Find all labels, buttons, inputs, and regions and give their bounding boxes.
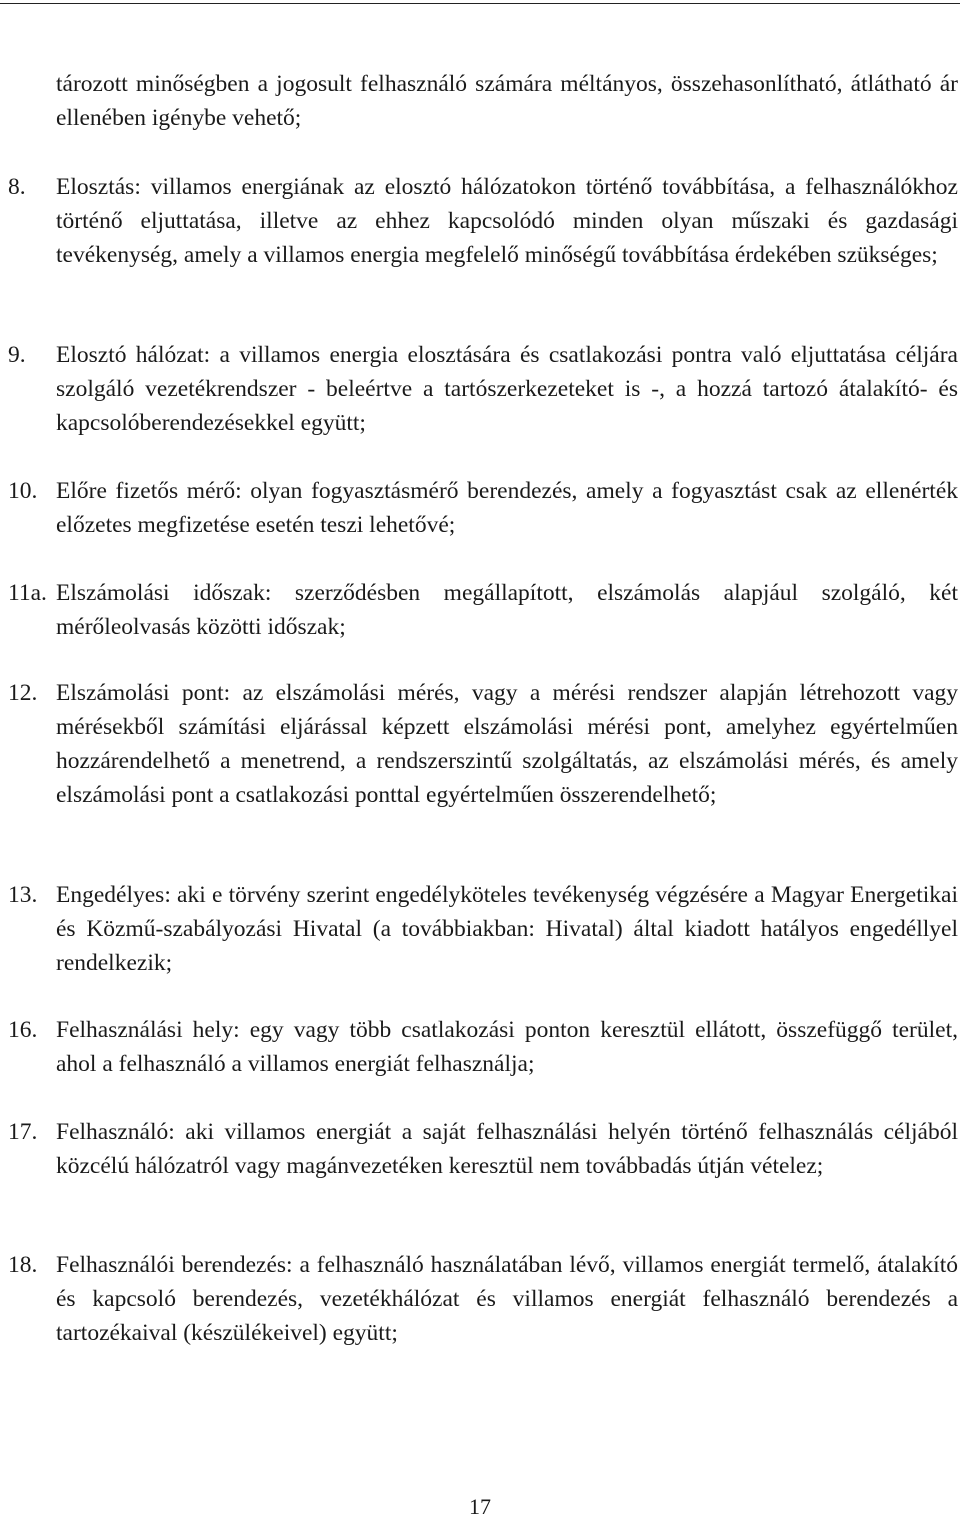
item-number: 12. [8,680,38,706]
item-text: Felhasználó: aki villamos energiát a saját felhasználási helyén történő felhasználás céljából közcélú hálózatról vagy magánvezetéken keresztül nem továbbadás útján vételez; [56,1119,958,1179]
item-number: 11a. [8,580,47,606]
definition-item-13 [8,878,958,980]
item-text: Elosztó hálózat: a villamos energia elosztására és csatlakozási pontra való eljuttatása céljára szolgáló vezetékrendszer - beleértve a tartószerkezeteket is -, a hozzá tartozó átalakító- és kapcsolóberendezésekkel együtt; [56,342,958,436]
item-number: 18. [8,1252,38,1278]
definition-item-16 [8,1013,958,1081]
top-rule [0,3,960,4]
item-number: 17. [8,1119,38,1145]
item-number: 9. [8,342,26,368]
item-number: 16. [8,1017,38,1043]
item-number: 8. [8,174,26,200]
definition-item-11a [8,576,958,644]
item-text: Engedélyes: aki e törvény szerint engedélyköteles tevékenység végzésére a Magyar Energetikai és Közmű-szabályozási Hivatal (a továbbiakban: Hivatal) által kiadott hatályos engedéllyel rendelkezik; [56,882,958,976]
item-text: Felhasználói berendezés: a felhasználó használatában lévő, villamos energiát termelő, átalakító és kapcsoló berendezés, vezetékhálózat és villamos energiát felhasználó berendezés a tartozékaival (készülékeivel) együtt; [56,1252,958,1346]
item-text: Elszámolási pont: az elszámolási mérés, vagy a mérési rendszer alapján létrehozott vagy mérésekből számítási eljárással képzett elszámolási mérési pont, amelyhez egyértelműen hozzárendelhető a menetrend, a rendszerszintű szolgáltatás, az elszámolási mérés, és amely elszámolási pont a csatlakozási ponttal egyértelműen összerendelhető; [56,680,958,808]
page-number: 17 [469,1494,491,1519]
continuation-paragraph: tározott minőségben a jogosult felhasználó számára méltányos, összehasonlítható, átlátható ár ellenében igénybe vehető; [56,71,958,131]
definition-item-18 [8,1248,958,1350]
item-number: 13. [8,882,38,908]
item-text: Elszámolási időszak: szerződésben megállapított, elszámolás alapjául szolgáló, két mérőleolvasás közötti időszak; [56,580,958,640]
definition-item-12 [8,676,958,812]
item-text: Elosztás: villamos energiának az elosztó hálózatokon történő továbbítása, a felhasználókhoz történő eljuttatása, illetve az ehhez kapcsolódó minden olyan műszaki és gazdasági tevékenység, amely a villamos energia megfelelő minőségű továbbítása érdekében szükséges; [56,174,958,268]
item-number: 10. [8,478,38,504]
definition-item-9 [8,338,958,440]
definition-item-17 [8,1115,958,1183]
definition-item-10 [8,474,958,542]
item-text: Felhasználási hely: egy vagy több csatlakozási ponton keresztül ellátott, összefüggő terület, ahol a felhasználó a villamos energiát felhasználja; [56,1017,958,1077]
item-text: Előre fizetős mérő: olyan fogyasztásmérő berendezés, amely a fogyasztást csak az ellenérték előzetes megfizetése esetén teszi lehetővé; [56,478,958,538]
definition-item-8 [8,170,958,272]
